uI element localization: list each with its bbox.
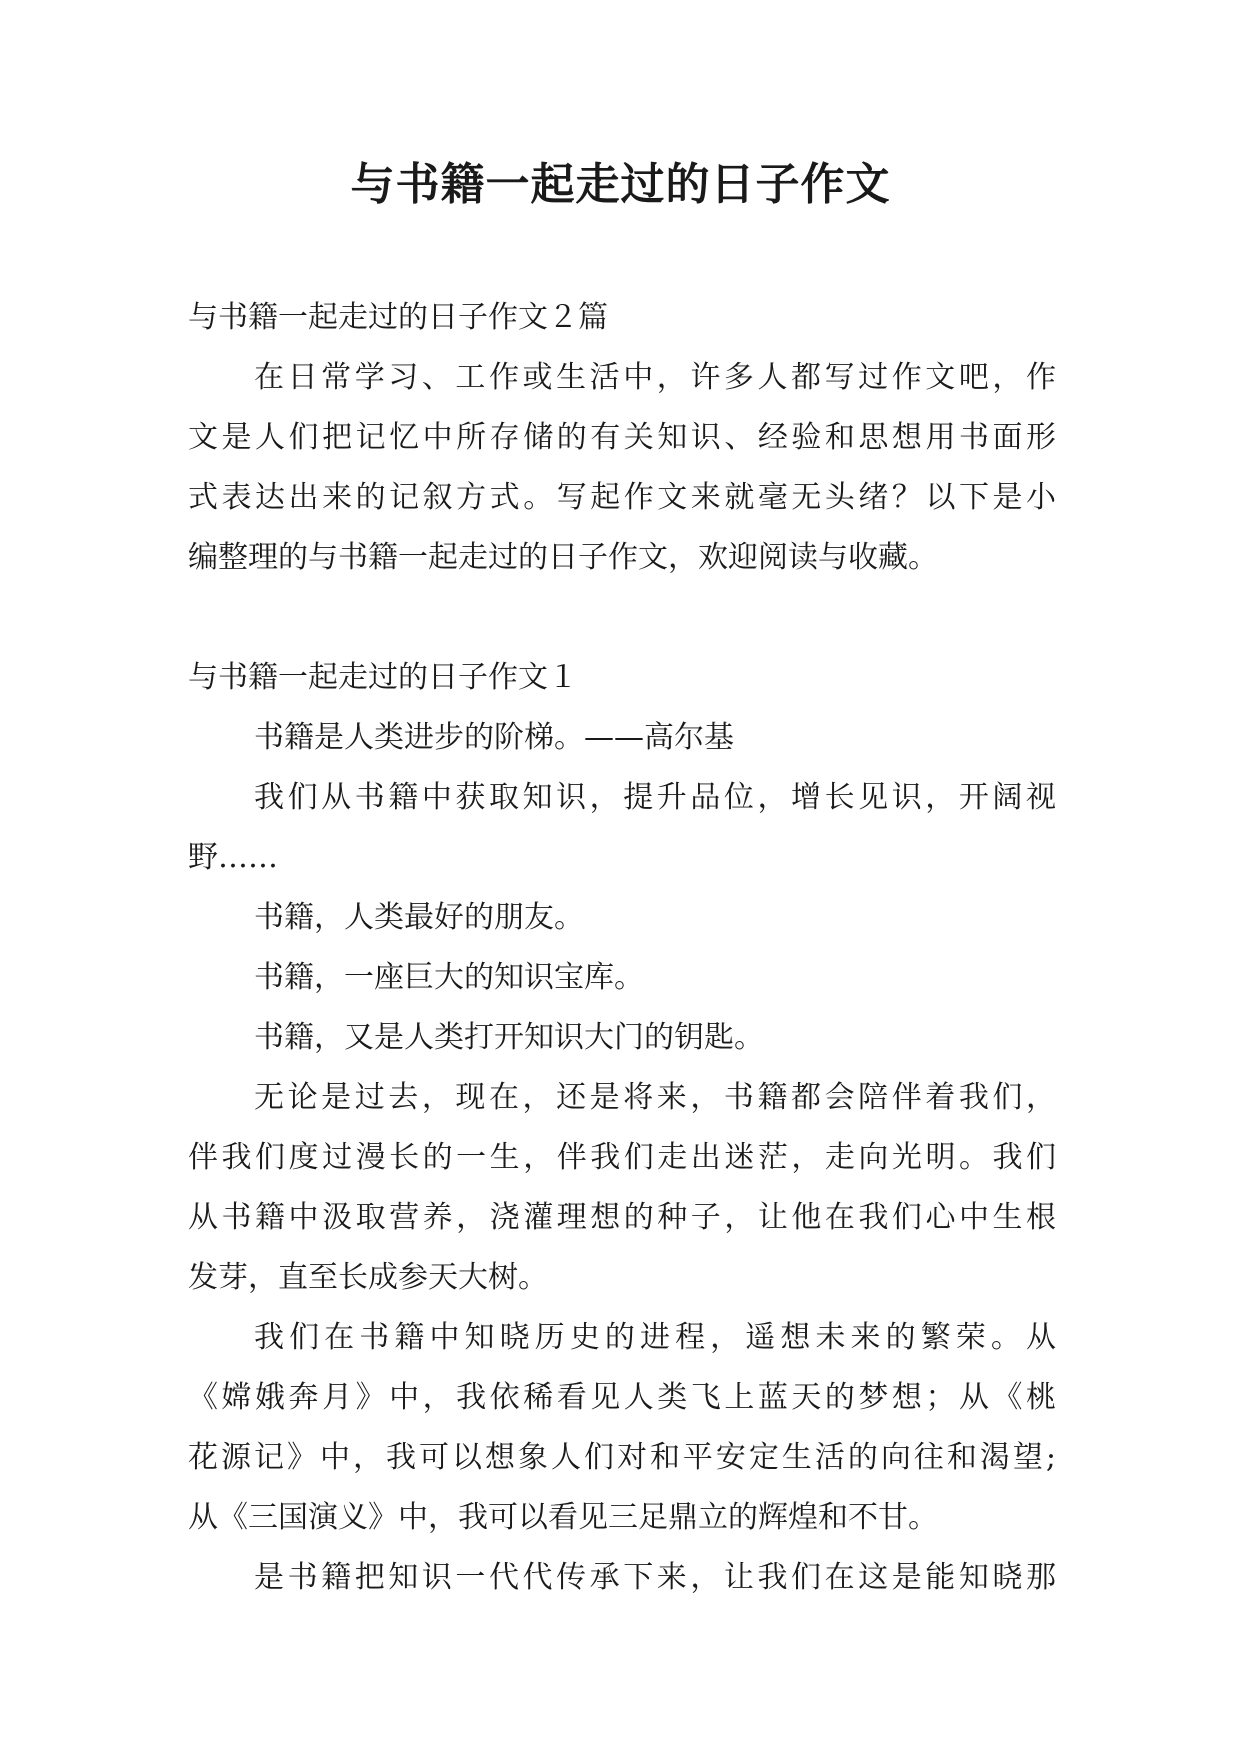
paragraph-line: 伴我们度过漫长的一生，伴我们走出迷茫，走向光明。我们 xyxy=(188,1140,1056,1175)
paragraph-line: 从书籍中汲取营养，浇灌理想的种子，让他在我们心中生根 xyxy=(188,1200,1056,1235)
essay-heading: 与书籍一起走过的日子作文１ xyxy=(188,660,578,695)
paragraph-key: 书籍，又是人类打开知识大门的钥匙。 xyxy=(254,1020,764,1055)
paragraph-line: 文是人们把记忆中所存储的有关知识、经验和思想用书面形 xyxy=(188,420,1056,455)
paragraph-treasure: 书籍，一座巨大的知识宝库。 xyxy=(254,960,644,995)
paragraph-friend: 书籍，人类最好的朋友。 xyxy=(254,900,584,935)
paragraph-inheritance xyxy=(188,1548,1056,1608)
paragraph-line: 从《三国演义》中，我可以看见三足鼎立的辉煌和不甘。 xyxy=(188,1500,938,1535)
paragraph-line: 野…… xyxy=(188,840,278,875)
paragraph-knowledge xyxy=(188,768,1056,888)
paragraph-line: 式表达出来的记叙方式。写起作文来就毫无头绪？以下是小 xyxy=(188,480,1056,515)
paragraph-line: 无论是过去，现在，还是将来，书籍都会陪伴着我们， xyxy=(254,1080,1056,1115)
intro-paragraph xyxy=(188,348,1056,588)
paragraph-line: 我们从书籍中获取知识，提升品位，增长见识，开阔视 xyxy=(254,780,1056,815)
paragraph-history xyxy=(188,1308,1056,1548)
quote-line: 书籍是人类进步的阶梯。——高尔基 xyxy=(254,720,734,755)
document-title: 与书籍一起走过的日子作文 xyxy=(350,159,891,210)
document-body xyxy=(188,288,1056,1608)
paragraph-line: 发芽，直至长成参天大树。 xyxy=(188,1260,548,1295)
paragraph-line: 编整理的与书籍一起走过的日子作文，欢迎阅读与收藏。 xyxy=(188,540,938,575)
paragraph-line: 是书籍把知识一代代传承下来，让我们在这是能知晓那 xyxy=(254,1560,1056,1595)
paragraph-companion xyxy=(188,1068,1056,1308)
paragraph-line: 《嫦娥奔月》中，我依稀看见人类飞上蓝天的梦想；从《桃 xyxy=(188,1380,1056,1415)
section-spacer xyxy=(188,588,1056,648)
paragraph-line: 花源记》中，我可以想象人们对和平安定生活的向往和渴望; xyxy=(188,1440,1056,1475)
intro-heading: 与书籍一起走过的日子作文２篇 xyxy=(188,300,608,335)
paragraph-line: 我们在书籍中知晓历史的进程，遥想未来的繁荣。从 xyxy=(254,1320,1056,1355)
paragraph-line: 在日常学习、工作或生活中，许多人都写过作文吧，作 xyxy=(254,360,1056,395)
